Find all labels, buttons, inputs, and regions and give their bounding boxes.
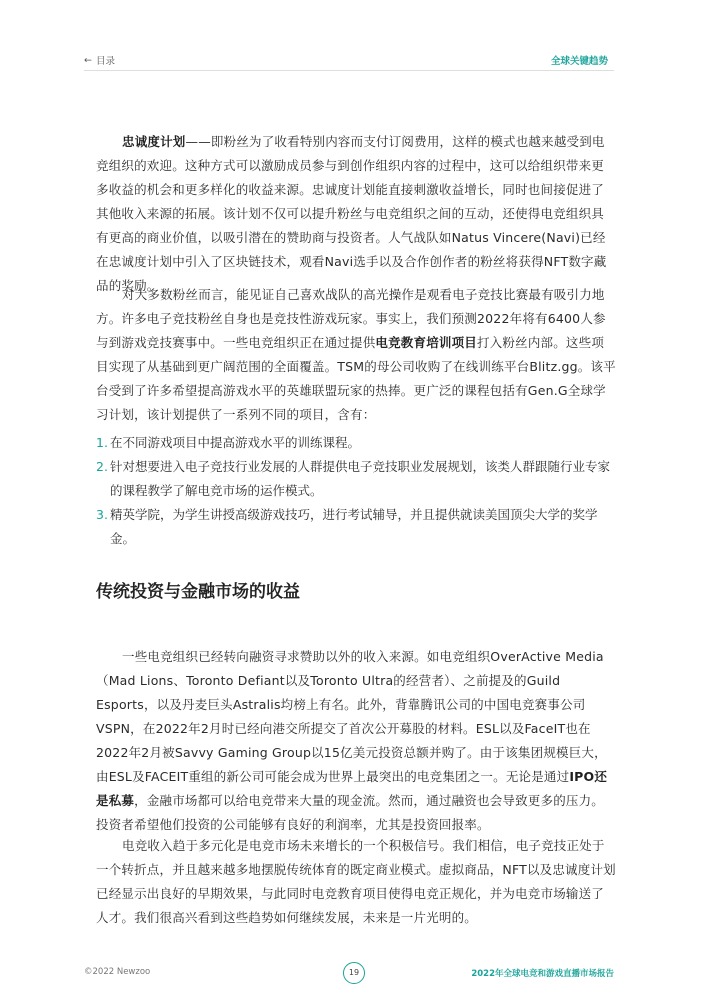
list-item	[96, 431, 616, 455]
education-text-1: 对大多数粉丝而言，能见证自己喜欢战队的高光操作是观看电子竞技比赛最有吸引力地方。许多电子竞技粉丝自身也是竞技性游戏玩家。事实上，我们预测2022年将有6400人参与到游戏竞技赛事中。一些电竞组织正在通过提供	[96, 287, 606, 350]
list-number: 1.	[96, 435, 108, 450]
education-bold: 电竞教育培训项目	[375, 335, 478, 350]
loyalty-text: ——即粉丝为了收看特别内容而支付订阅费用，这样的模式也越来越受到电竞组织的欢迎。这种方式可以激励成员参与到创作组织内容的过程中，这可以给组织带来更多收益的机会和更多样化的收益来源。忠诚度计划能直接刺激收益增长，同时也间接促进了其他收入来源的拓展。该计划不仅可以提升粉丝与电竞组织之间的互动，还使得电竞组织具有更高的商业价值，以吸引潜在的赞助商与投资者。人气战队如Natus Vincere(Navi)已经在忠诚度计划中引入了区块链技术，观看Navi选手以及合作创作者的粉丝将获得NFT数字藏品的奖励。	[96, 134, 607, 293]
list-item	[96, 455, 616, 503]
education-text-2: 打入粉丝内部。这些项目实现了从基础到更广阔范围的全面覆盖。TSM的母公司收购了在线训练平台Blitz.gg。该平台受到了许多希望提高游戏水平的英雄联盟玩家的热捧。更广泛的课程包括有Gen.G全球学习计划，该计划提供了一系列不同的项目，含有：	[96, 335, 616, 422]
paragraph-investment	[96, 645, 616, 837]
investment-text-2: ，金融市场都可以给电竞带来大量的现金流。然而，通过融资也会导致更多的压力。投资者希望他们投资的公司能够有良好的利润率，尤其是投资回报率。	[96, 793, 605, 832]
toc-link[interactable]	[84, 53, 115, 67]
paragraph-conclusion	[96, 834, 616, 930]
paragraph-education	[96, 283, 616, 427]
section-label: 全球关键趋势	[550, 56, 608, 67]
list-number: 3.	[96, 507, 108, 522]
program-list	[96, 431, 616, 551]
list-text: 针对想要进入电子竞技行业发展的人群提供电子竞技职业发展规划，该类人群跟随行业专家的课程教学了解电竞市场的运作模式。	[110, 459, 611, 498]
header-divider	[84, 70, 614, 71]
toc-label: 目录	[95, 56, 115, 67]
loyalty-lead: 忠诚度计划	[122, 134, 186, 149]
section-heading: 传统投资与金融市场的收益	[96, 582, 300, 602]
back-arrow-icon: ←	[84, 54, 92, 66]
list-text: 精英学院，为学生讲授高级游戏技巧，进行考试辅导，并且提供就读美国顶尖大学的奖学金。	[110, 507, 598, 546]
list-text: 在不同游戏项目中提高游戏水平的训练课程。	[110, 435, 361, 450]
paragraph-loyalty	[96, 130, 616, 298]
page-number: 19	[343, 962, 365, 984]
list-item	[96, 503, 616, 551]
report-title: 2022年全球电竞和游戏直播市场报告	[471, 969, 614, 979]
conclusion-text: 电竞收入趋于多元化是电竞市场未来增长的一个积极信号。我们相信，电子竞技正处于一个转折点，并且越来越多地摆脱传统体育的既定商业模式。虚拟商品，NFT以及忠诚度计划已经显示出良好的早期效果，与此同时电竞教育项目使得电竞正规化，并为电竞市场输送了人才。我们很高兴看到这些趋势如何继续发展，未来是一片光明的。	[96, 838, 616, 925]
list-number: 2.	[96, 459, 108, 474]
investment-text-1: 一些电竞组织已经转向融资寻求赞助以外的收入来源。如电竞组织OverActive Media（Mad Lions、Toronto Defiant以及Toronto Ultra的经营者）、之前提及的Guild Esports，以及丹麦巨头Astralis均榜上有名。此外，背靠腾讯公司的中国电竞赛事公司VSPN，在2022年2月时已经向港交所提交了首次公开募股的材料。ESL以及FaceIT也在2022年2月被Savvy Gaming Group以15亿美元投资总额并购了。由于该集团规模巨大，由ESL及FACEIT重组的新公司可能会成为世界上最突出的电竞集团之一。无论是通过	[96, 649, 607, 784]
investment-bold: IPO还是私募	[96, 769, 608, 808]
copyright: ©2022 Newzoo	[84, 967, 151, 977]
